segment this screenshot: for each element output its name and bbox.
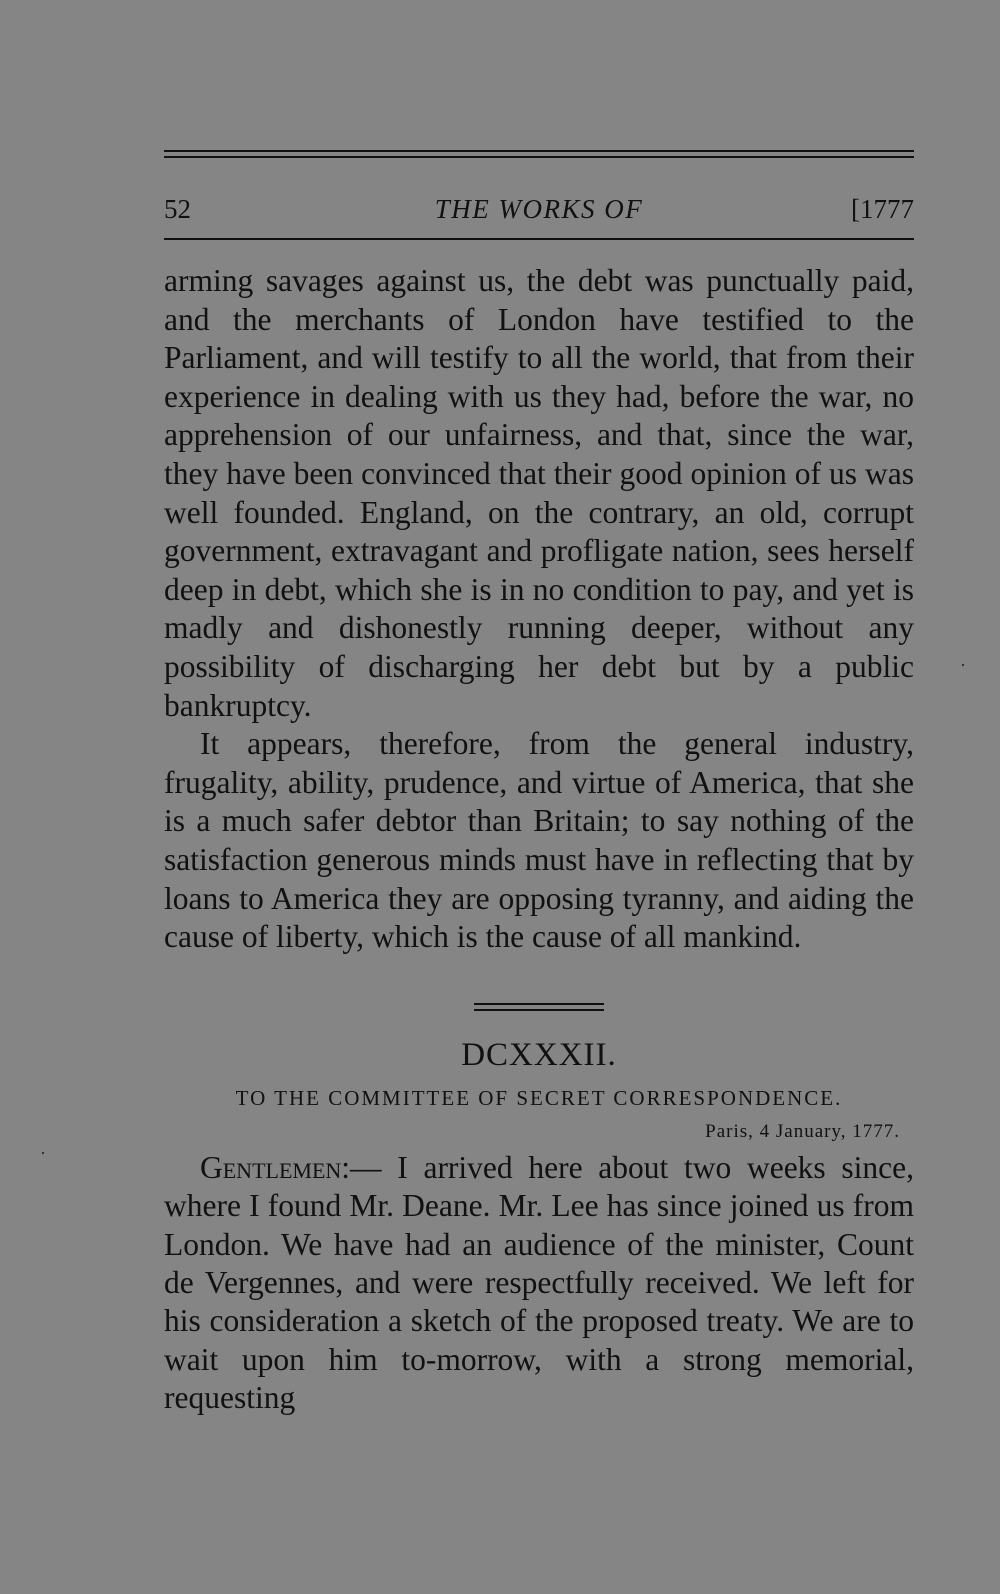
section-divider [474, 1003, 604, 1011]
book-page [164, 150, 914, 1418]
letter-text: — I arrived here about two weeks since, where I found Mr. Deane. Mr. Lee has since joined us from London. We have had an audience of the minister, Count de Vergennes, and were respectfully received. We left for his consideration a sketch of the proposed treaty. We are to wait upon him to-morrow, with a strong memorial, requesting [164, 1149, 914, 1416]
continued-text [164, 262, 914, 957]
letter-number: DCXXXII. [461, 1036, 617, 1073]
header-double-rule [164, 150, 914, 158]
header-rule [164, 238, 914, 240]
paragraph: It appears, therefore, from the general industry, frugality, ability, prudence, and virtue of America, that she is a much safer debtor than Britain; to say nothing of the satisfaction generous minds must have in reflecting that by loans to America they are opposing tyranny, and aiding the cause of liberty, which is the cause of all mankind. [164, 726, 914, 955]
page-number: 52 [164, 194, 191, 224]
letter-body [164, 1149, 914, 1418]
letter-salutation: Gentlemen: [200, 1149, 351, 1185]
scan-speck [962, 664, 964, 666]
letter-dateline: Paris, 4 January, 1777. [705, 1120, 900, 1142]
running-title: THE WORKS OF [434, 194, 644, 224]
scan-speck [42, 1152, 44, 1154]
running-head [164, 158, 914, 224]
paragraph: arming savages against us, the debt was punctually paid, and the merchants of London have testified to the Parliament, and will testify to all the world, that from their experience in dealing with us they had, before the war, no apprehension of our unfairness, and that, since the war, they have been convinced that their good opinion of us was well founded. England, on the contrary, an old, corrupt government, extravagant and profligate nation, sees herself deep in debt, which she is in no condition to pay, and yet is madly and dishonestly running deeper, without any possibility of discharging her debt but by a public bankruptcy. [164, 263, 914, 723]
letter-heading: TO THE COMMITTEE OF SECRET CORRESPONDENCE. [235, 1085, 843, 1110]
year-marker: [1777 [851, 194, 914, 224]
letter-paragraph [164, 1149, 914, 1418]
